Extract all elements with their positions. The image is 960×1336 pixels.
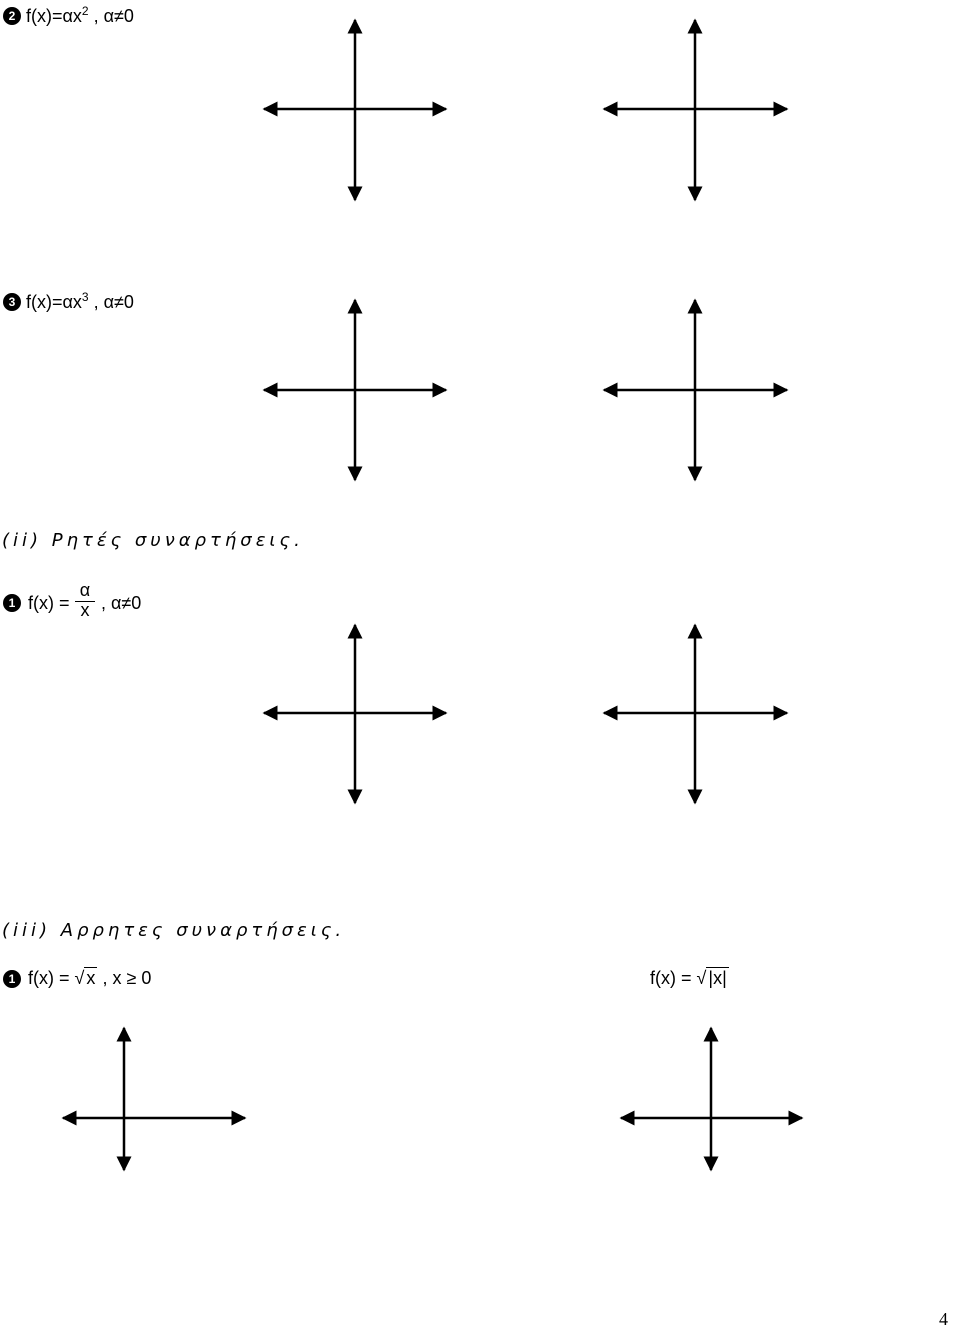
formula-quadratic-base: f(x)=αx — [26, 6, 82, 26]
formula-cubic-base: f(x)=αx — [26, 292, 82, 312]
axes-rational-left — [264, 625, 446, 803]
axes-cubic-right — [604, 300, 787, 480]
fraction-numerator: α — [79, 580, 91, 600]
formula-quadratic-exponent: 2 — [81, 4, 89, 18]
axes-rational-right — [604, 625, 787, 803]
formula-cubic-condition: , α≠0 — [93, 292, 134, 312]
bullet-3: 3 — [3, 293, 21, 311]
formula-sqrt-abs-x-lhs: f(x) = — [650, 968, 692, 988]
axes-sqrt-left — [63, 1028, 245, 1170]
sqrt-symbol: √ x — [74, 968, 96, 988]
axes-quadratic-left — [264, 20, 446, 200]
sqrt-abs-symbol: √ |x| — [696, 968, 727, 988]
formula-sqrt-x-condition: , x ≥ 0 — [102, 968, 152, 988]
formula-cubic-exponent: 3 — [81, 290, 89, 304]
fraction-denominator: x — [80, 600, 90, 620]
bullet-irrational: 1 — [3, 970, 21, 988]
axes-sqrt-right — [621, 1028, 802, 1170]
heading-irrational: (iii) Αρρητες συναρτήσεις. — [2, 920, 346, 941]
axes-quadratic-right — [604, 20, 787, 200]
sqrt-radicand: x — [86, 968, 96, 988]
sqrt-abs-radicand: |x| — [708, 968, 727, 988]
page-number: 4 — [939, 1309, 948, 1329]
formula-rational-condition: , α≠0 — [101, 593, 142, 613]
formula-rational-lhs: f(x) = — [28, 593, 70, 613]
bullet-2: 2 — [3, 7, 21, 25]
fraction-bar — [75, 601, 95, 602]
axes-cubic-left — [264, 300, 446, 480]
formula-sqrt-x-lhs: f(x) = — [28, 968, 70, 988]
formula-quadratic-condition: , α≠0 — [93, 6, 134, 26]
heading-rational: (ii) Ρητές συναρτήσεις. — [2, 530, 304, 551]
bullet-rational: 1 — [3, 594, 21, 612]
